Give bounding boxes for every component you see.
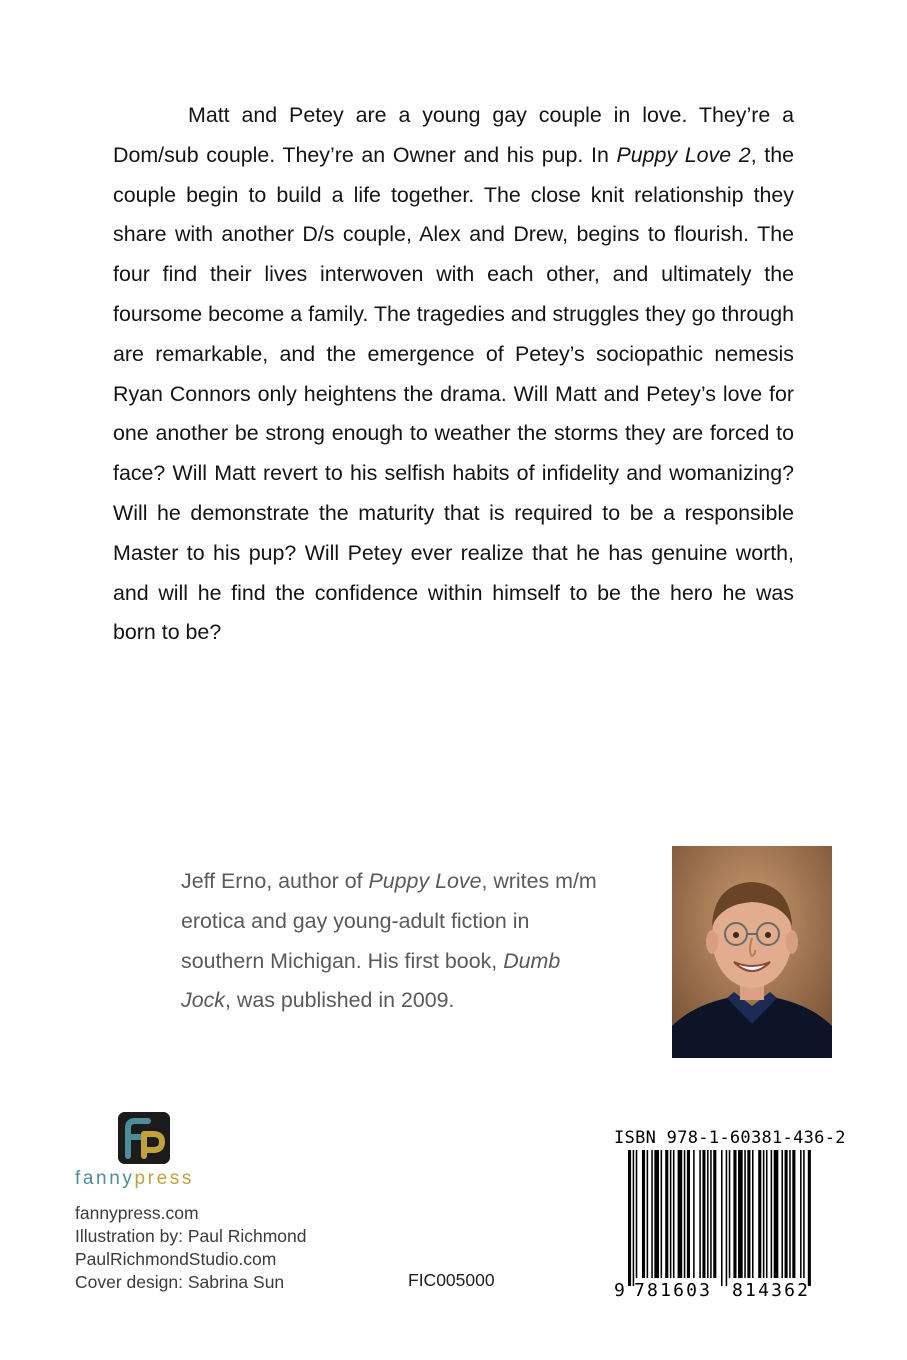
barcode-bar xyxy=(785,1150,788,1278)
barcode-bars xyxy=(628,1150,811,1286)
barcode-bar xyxy=(792,1150,795,1278)
isbn-barcode xyxy=(614,1150,836,1298)
barcode-bar xyxy=(789,1150,791,1278)
isbn-label: ISBN 978-1-60381-436-2 xyxy=(614,1128,846,1148)
author-portrait-illustration xyxy=(672,846,832,1058)
barcode-bar xyxy=(628,1150,631,1286)
barcode-bar xyxy=(763,1150,765,1278)
barcode-bar xyxy=(707,1150,709,1278)
blurb-text-1: Matt and Petey are a young gay couple in love. They’re a Dom/sub couple. They’re an Owner and his pup. In xyxy=(113,103,794,167)
barcode-bar xyxy=(726,1150,728,1286)
barcode-bar xyxy=(665,1150,668,1278)
barcode-digits-left: 781603 xyxy=(634,1280,713,1298)
barcode-bar xyxy=(766,1150,768,1278)
bisac-code: FIC005000 xyxy=(408,1270,495,1290)
author-photo xyxy=(672,846,832,1058)
barcode-bar xyxy=(651,1150,653,1278)
barcode-bar xyxy=(673,1150,675,1278)
barcode-digit-lead: 9 xyxy=(614,1280,625,1298)
barcode-bar xyxy=(678,1150,683,1278)
credit-line: PaulRichmondStudio.com xyxy=(75,1249,277,1269)
barcode-bar xyxy=(803,1150,805,1278)
barcode-bar xyxy=(661,1150,663,1278)
bio-book-1: Puppy Love xyxy=(368,869,482,893)
credit-line: fannypress.com xyxy=(75,1203,199,1223)
barcode-bar xyxy=(721,1150,723,1286)
barcode-bar xyxy=(733,1150,736,1278)
barcode-bar xyxy=(713,1150,716,1278)
brand-press: press xyxy=(134,1168,194,1189)
credits-block xyxy=(75,1202,307,1294)
brand-fanny: fanny xyxy=(75,1168,135,1189)
barcode-bar xyxy=(636,1150,638,1278)
barcode-bar xyxy=(744,1150,746,1278)
fannypress-logo-icon xyxy=(118,1112,170,1164)
bio-text-3: , was published in 2009. xyxy=(224,988,455,1013)
fp-monogram-icon xyxy=(118,1112,170,1164)
barcode-bar xyxy=(774,1150,779,1278)
bio-text-2: , writes m/m erotica and gay young-adult fiction in southern Michigan. His first book, xyxy=(181,869,597,973)
barcode-bar xyxy=(752,1150,754,1278)
barcode-bar xyxy=(654,1150,659,1278)
blurb-text-2: , the couple begin to build a life together. The close knit relationship they share with another D/s couple, Alex and Drew, begins to flourish. The four find their lives interwoven with each other, and ultimately the foursome become a family. The tragedies and struggles they go through are remarkable, and the emergence of Petey’s sociopathic nemesis Ryan Connors only heightens the drama. Will Matt and Petey’s love for one another be strong enough to weather the storms they are forced to face? Will Matt revert to his selfish habits of infidelity and womanizing? Will he demonstrate the maturity that is required to be a responsible Master to his pup? Will Petey ever realize that he has genuine worth, and will he find the confidence within himself to be the hero he was born to be? xyxy=(113,142,794,645)
barcode-bar xyxy=(702,1150,705,1278)
author-bio xyxy=(181,862,601,1021)
barcode-bar xyxy=(729,1150,731,1278)
barcode-bar xyxy=(771,1150,773,1278)
barcode-bar xyxy=(633,1150,635,1286)
bio-text-1: Jeff Erno, author of xyxy=(181,869,369,893)
barcode-digits-right: 814362 xyxy=(732,1280,811,1298)
barcode-bar xyxy=(758,1150,761,1278)
barcode-bar xyxy=(738,1150,743,1278)
barcode-bar xyxy=(642,1150,645,1278)
bio-book-2: Dumb Jock xyxy=(181,948,561,1013)
barcode-bar xyxy=(684,1150,686,1278)
barcode-bar xyxy=(647,1150,649,1278)
barcode-bar xyxy=(699,1150,701,1278)
barcode-bar xyxy=(687,1150,690,1278)
barcode-bar xyxy=(800,1150,802,1278)
barcode-bar xyxy=(808,1150,811,1286)
barcode-bar xyxy=(693,1150,695,1278)
barcode-bar xyxy=(670,1150,672,1278)
credit-line: Illustration by: Paul Richmond xyxy=(75,1226,307,1246)
publisher-brand xyxy=(75,1168,194,1190)
blurb-book-title: Puppy Love 2 xyxy=(616,142,751,167)
barcode-bar xyxy=(781,1150,783,1278)
barcode-bar xyxy=(747,1150,750,1278)
barcode-bar xyxy=(710,1150,712,1278)
back-cover-blurb xyxy=(113,96,794,653)
credit-line: Cover design: Sabrina Sun xyxy=(75,1272,285,1292)
